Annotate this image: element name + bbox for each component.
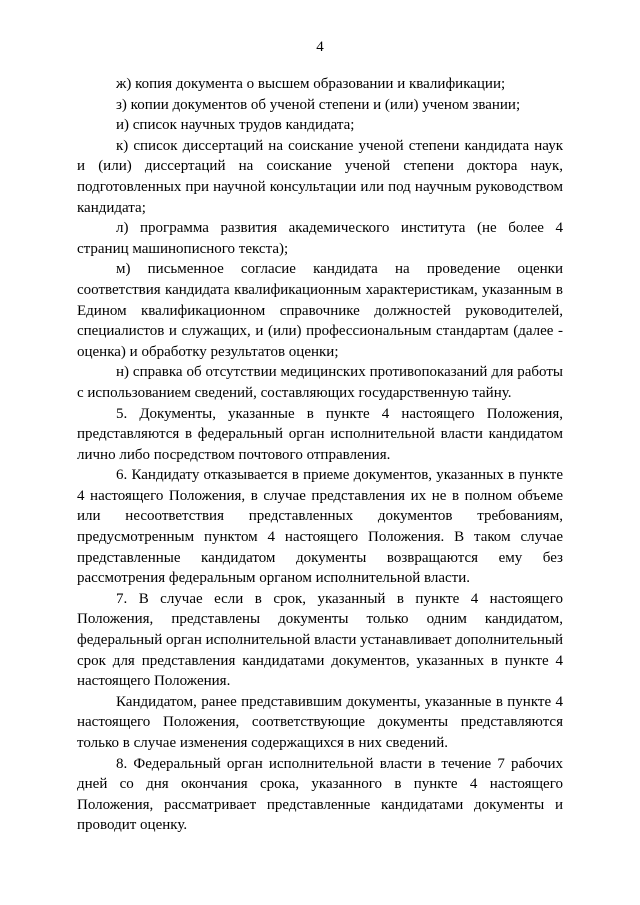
paragraph-item-7: 7. В случае если в срок, указанный в пункте 4 настоящего Положения, представлены документы только одним кандидатом, федеральный орган исполнительной власти устанавливает дополнительный срок для представления кандидатами документов, указанных в пункте 4 настоящего Положения. [77, 590, 563, 690]
paragraph-k: к) список диссертаций на соискание ученой степени кандидата наук и (или) диссертаций на соискание ученой степени доктора наук, подготовленных при научной консультации или под научным руководством кандидата; [77, 137, 563, 216]
paragraph-item-5: 5. Документы, указанные в пункте 4 настоящего Положения, представляются в федеральный орган исполнительной власти кандидатом лично либо посредством почтового отправления. [77, 405, 563, 463]
paragraph-n: н) справка об отсутствии медицинских противопоказаний для работы с использованием сведений, составляющих государственную тайну. [77, 364, 563, 401]
paragraph-item-8: 8. Федеральный орган исполнительной власти в течение 7 рабочих дней со дня окончания срока, указанного в пункте 4 настоящего Положения, рассматривает представленные кандидатами документы и проводит оценку. [77, 755, 563, 834]
paragraph-zh: ж) копия документа о высшем образовании и квалификации; [116, 76, 506, 92]
paragraph-i: и) список научных трудов кандидата; [116, 117, 355, 134]
paragraph-l: л) программа развития академического института (не более 4 страниц машинописного текста); [77, 220, 563, 257]
paragraph-item-7-continued: Кандидатом, ранее представившим документы, указанные в пункте 4 настоящего Положения, соответствующие документы представляются только в случае изменения содержащихся в них сведений. [77, 693, 563, 751]
paragraph-m: м) письменное согласие кандидата на проведение оценки соответствия кандидата квалификационным характеристикам, указанным в Едином квалификационном справочнике должностей руководителей, специалистов и служащих, и (или) профессиональным стандартам (далее - оценка) и обработку результатов оценки; [77, 261, 563, 360]
paragraph-z: з) копии документов об ученой степени и (или) ученом звании; [116, 96, 521, 113]
document-body [77, 74, 563, 836]
paragraph-item-6: 6. Кандидату отказывается в приеме документов, указанных в пункте 4 настоящего Положения, в случае представления их не в полном объеме или несоответствия представленных документов требованиям, предусмотренным пунктом 4 настоящего Положения. В таком случае представленные кандидатом документы возвращаются ему без рассмотрения федеральным органом исполнительной власти. [77, 467, 563, 587]
page-number: 4 [316, 39, 324, 55]
